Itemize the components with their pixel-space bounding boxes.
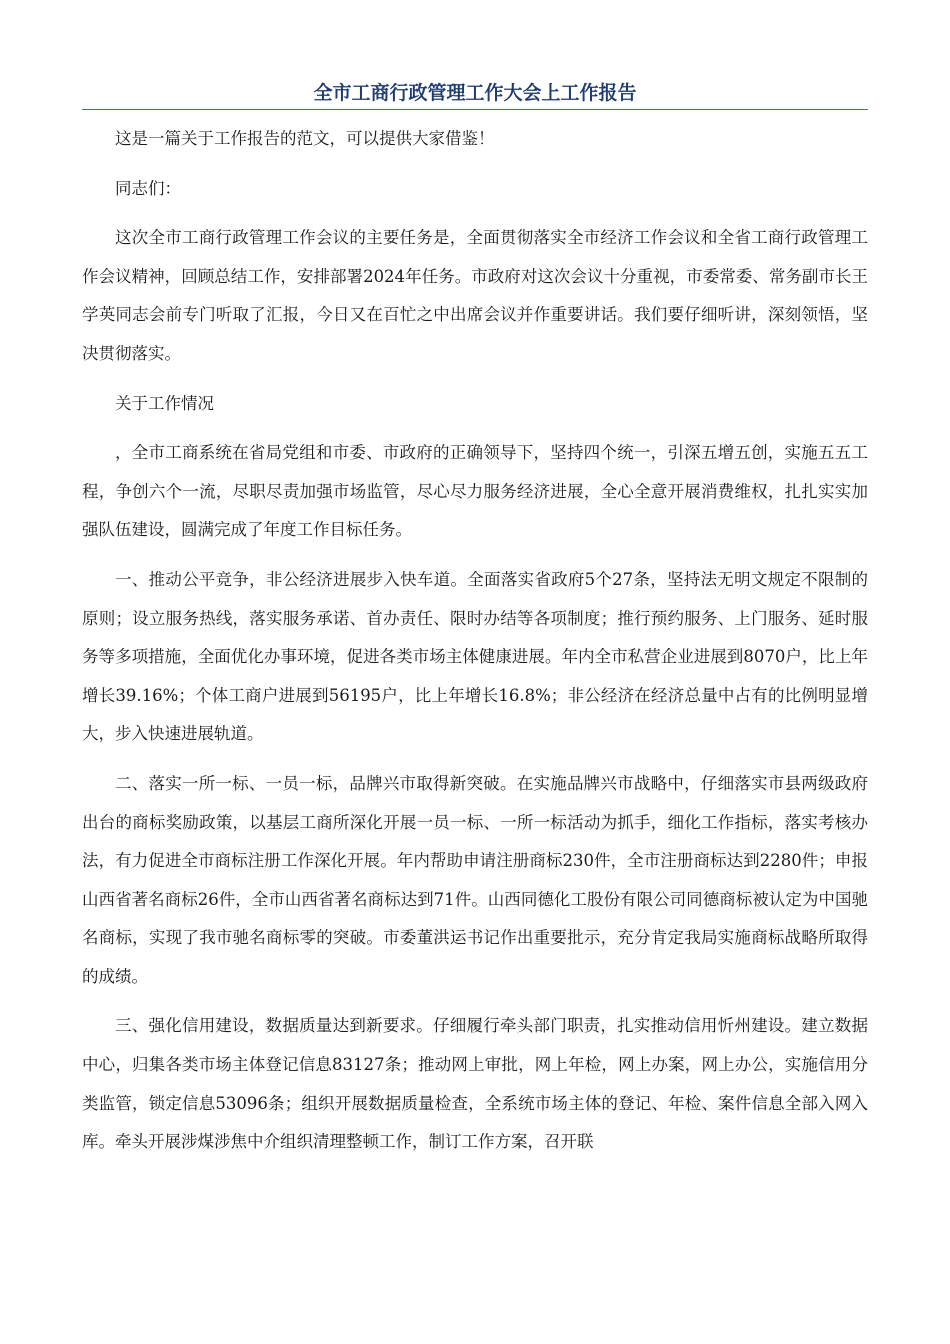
salutation-paragraph: 同志们： [115, 178, 181, 198]
document-title: 全市工商行政管理工作大会上工作报告 [82, 78, 868, 110]
body-paragraph: 一、推动公平竞争，非公经济进展步入快车道。全面落实省政府5个27条，坚持法无明文规定不限制的原则；设立服务热线，落实服务承诺、首办责任、限时办结等各项制度；推行预约服务、上门服务、延时服务等多项措施，全面优化办事环境，促进各类市场主体健康进展。年内全市私营企业进展到8070户，比上年增长39.16%；个体工商户进展到56195户，比上年增长16.8%；非公经济在经济总量中占有的比例明显增大，步入快速进展轨道。 [82, 569, 868, 744]
section-heading: 关于工作情况 [115, 393, 214, 413]
body-paragraph: 三、强化信用建设，数据质量达到新要求。仔细履行牵头部门职责，扎实推动信用忻州建设。建立数据中心，归集各类市场主体登记信息83127条；推动网上审批，网上年检，网上办案，网上办公，实施信用分类监管，锁定信息53096条；组织开展数据质量检查，全系统市场主体的登记、年检、案件信息全部入网入库。牵头开展涉煤涉焦中介组织清理整顿工作，制订工作方案，召开联 [82, 1016, 868, 1152]
document-page [82, 78, 868, 1173]
body-paragraph: 这次全市工商行政管理工作会议的主要任务是，全面贯彻落实全市经济工作会议和全省工商行政管理工作会议精神，回顾总结工作，安排部署2024年任务。市政府对这次会议十分重视，市委常委、常务副市长王学英同志会前专门听取了汇报，今日又在百忙之中出席会议并作重要讲话。我们要仔细听讲，深刻领悟，坚决贯彻落实。 [82, 228, 868, 363]
document-body [82, 120, 868, 1162]
intro-paragraph: 这是一篇关于工作报告的范文，可以提供大家借鉴！ [115, 129, 495, 148]
body-paragraph: ，全市工商系统在省局党组和市委、市政府的正确领导下，坚持四个统一，引深五增五创，实施五五工程，争创六个一流，尽职尽责加强市场监管，尽心尽力服务经济进展，全心全意开展消费维权，扎扎实实加强队伍建设，圆满完成了年度工作目标任务。 [82, 443, 868, 540]
body-paragraph: 二、落实一所一标、一员一标，品牌兴市取得新突破。在实施品牌兴市战略中，仔细落实市县两级政府出台的商标奖励政策，以基层工商所深化开展一员一标、一所一标活动为抓手，细化工作指标，落实考核办法，有力促进全市商标注册工作深化开展。年内帮助申请注册商标230件，全市注册商标达到2280件；申报山西省著名商标26件，全市山西省著名商标达到71件。山西同德化工股份有限公司同德商标被认定为中国驰名商标，实现了我市驰名商标零的突破。市委董洪运书记作出重要批示，充分肯定我局实施商标战略所取得的成绩。 [82, 773, 868, 986]
